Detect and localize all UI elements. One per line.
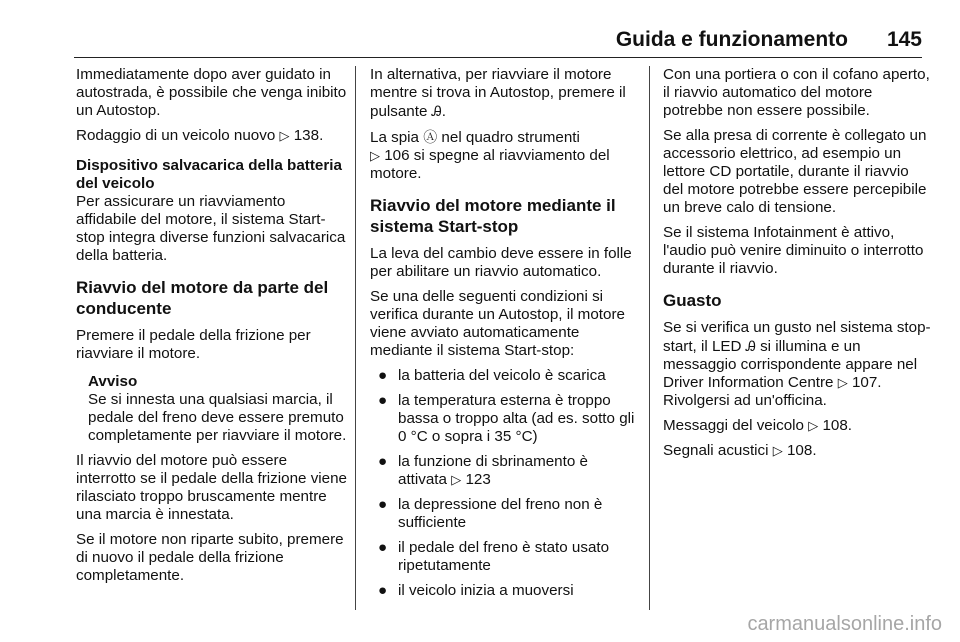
page-reference[interactable]: 106 (384, 147, 410, 164)
page-reference[interactable]: 138. (293, 127, 324, 144)
text: In alternativa, per riavviare il motore mentre si trova in Autostop, premere il pulsante (370, 66, 626, 120)
page-reference[interactable]: 123 (465, 471, 491, 488)
watermark: carmanualsonline.info (747, 613, 942, 635)
list-item-text: il pedale del freno è stato usato ripetutamente (398, 539, 610, 574)
list-item (370, 453, 636, 489)
paragraph (663, 442, 931, 460)
bullet-icon: ● (378, 496, 388, 513)
list-item-text: la funzione di sbrinamento è attivata (398, 453, 588, 488)
note-text: Se si innesta una qualsiasi marcia, il pedale del freno deve essere premuto completamente per riavviare il motore. (88, 391, 347, 444)
paragraph: Con una portiera o con il cofano aperto, il riavvio automatico del motore potrebbe non essere possibile. (663, 66, 930, 119)
list-item-text: il veicolo inizia a muoversi (398, 582, 574, 599)
note-title: Avviso (88, 373, 138, 390)
text: si illumina e un messaggio corrispondente appare nel Driver Information Centre (663, 338, 918, 391)
bullet-icon: ● (378, 539, 388, 556)
text: La spia (370, 129, 424, 146)
page-number: 145 (886, 28, 922, 51)
paragraph: Immediatamente dopo aver guidato in autostrada, è possibile che venga inibito un Autostop. (76, 66, 347, 119)
page-reference-icon: ▷ (451, 472, 462, 487)
list-item (370, 582, 636, 600)
paragraph: Premere il pedale della frizione per riavviare il motore. (76, 327, 311, 362)
text: nel quadro strumenti (437, 129, 580, 146)
page-reference-icon: ▷ (279, 128, 290, 143)
page-reference-icon: ▷ (837, 375, 848, 390)
text: Segnali acustici (663, 442, 773, 459)
text: Se si verifica un gusto nel sistema stop-start, il LED (663, 319, 931, 355)
note-box (76, 373, 348, 445)
start-stop-led-icon: Ꭿ (745, 338, 756, 354)
page-reference[interactable]: 108. (786, 442, 817, 459)
page-reference-icon: ▷ (808, 418, 819, 433)
paragraph: Per assicurare un riavviamento affidabile del motore, il sistema Start-stop integra diverse funzioni salvacarica della batteria. (76, 193, 346, 264)
list-item (370, 367, 636, 385)
paragraph: Il riavvio del motore può essere interrotto se il pedale della frizione viene rilasciato troppo bruscamente mentre una marcia è innestata. (76, 452, 348, 523)
page-reference[interactable]: 107. (851, 374, 882, 391)
paragraph (663, 319, 931, 410)
header-rule (74, 57, 922, 58)
list-item-text: la depressione del freno non è sufficiente (398, 496, 603, 531)
column-divider (355, 66, 356, 610)
bullet-icon: ● (378, 392, 388, 409)
condition-list (370, 367, 636, 600)
paragraph (76, 127, 348, 145)
column-left (76, 66, 348, 592)
text: Rivolgersi ad un'officina. (663, 392, 827, 409)
text: si spegne al riavviamento del motore. (370, 147, 610, 182)
page-reference-icon: ▷ (370, 148, 380, 163)
bullet-icon: ● (378, 367, 388, 384)
list-item (370, 392, 636, 446)
paragraph: Se il motore non riparte subito, premere di nuovo il pedale della frizione completamente. (76, 531, 344, 584)
subheading: Dispositivo salvacarica della batteria del veicolo (76, 157, 342, 192)
paragraph: La leva del cambio deve essere in folle per abilitare un riavvio automatico. (370, 245, 632, 280)
page-reference[interactable]: 108. (822, 417, 852, 434)
paragraph (370, 128, 636, 183)
section-heading: Riavvio del motore da parte del conducente (76, 278, 329, 318)
text: Rodaggio di un veicolo nuovo (76, 127, 280, 144)
bullet-icon: ● (378, 582, 388, 599)
list-item (370, 539, 636, 575)
bullet-icon: ● (378, 453, 388, 470)
list-item-text: la temperatura esterna è troppo bassa o troppo alta (ad es. sotto gli 0 °C o sopra i 35 °C) (398, 392, 635, 445)
list-item (370, 496, 636, 532)
paragraph (663, 417, 931, 435)
paragraph (370, 66, 636, 121)
page-header (0, 0, 960, 58)
paragraph: Se alla presa di corrente è collegato un accessorio elettrico, ad esempio un lettore CD portatile, durante il riavvio del motore potrebbe essere percepibile un breve calo di tensione. (663, 127, 927, 216)
autostop-indicator-icon: Ⓐ (423, 129, 438, 145)
text: . (441, 103, 446, 120)
column-divider (649, 66, 650, 610)
start-stop-button-icon: Ꭿ (431, 103, 442, 119)
page-reference-icon: ▷ (772, 443, 783, 458)
paragraph: Se il sistema Infotainment è attivo, l'audio può venire diminuito o interrotto durante il riavvio. (663, 224, 924, 277)
text: Messaggi del veicolo (663, 417, 809, 434)
section-heading: Riavvio del motore mediante il sistema Start-stop (370, 196, 616, 236)
column-right (663, 66, 931, 467)
paragraph: Se una delle seguenti condizioni si verifica durante un Autostop, il motore viene avviato automaticamente mediante il sistema Start-stop: (370, 288, 625, 359)
header-title: Guida e funzionamento (615, 28, 848, 51)
list-item-text: la batteria del veicolo è scarica (398, 367, 606, 384)
section-heading: Guasto (663, 291, 722, 310)
column-middle (370, 66, 636, 607)
